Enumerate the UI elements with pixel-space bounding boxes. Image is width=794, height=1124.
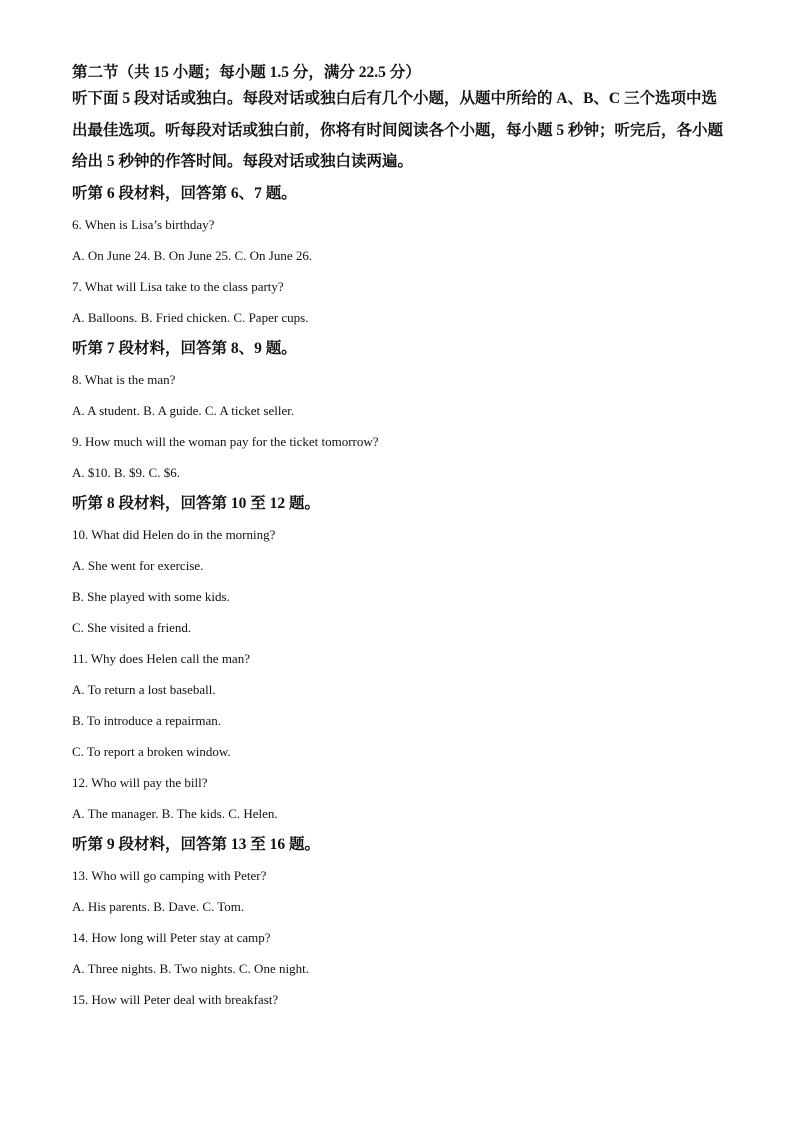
question-line: 13. Who will go camping with Peter?: [72, 867, 267, 883]
group-title: 听第 7 段材料，回答第 8、9 题。: [72, 339, 297, 357]
exam-page: [72, 62, 732, 1015]
option-line: B. To introduce a repairman.: [72, 712, 222, 728]
question-group: [72, 488, 732, 829]
question-line: 10. What did Helen do in the morning?: [72, 526, 276, 542]
options-line: A. $10. B. $9. C. $6.: [72, 464, 180, 480]
section-title: 第二节（共 15 小题；每小题 1.5 分，满分 22.5 分）: [72, 64, 421, 81]
option-line: C. She visited a friend.: [72, 619, 192, 635]
question-group: [72, 829, 732, 1015]
option-line: C. To report a broken window.: [72, 743, 231, 759]
options-line: A. The manager. B. The kids. C. Helen.: [72, 805, 278, 821]
question-line: 7. What will Lisa take to the class party?: [72, 278, 284, 294]
options-line: A. His parents. B. Dave. C. Tom.: [72, 898, 245, 914]
question-line: 6. When is Lisa’s birthday?: [72, 216, 215, 232]
question-group: [72, 178, 732, 333]
question-line: 8. What is the man?: [72, 371, 176, 387]
option-line: A. To return a lost baseball.: [72, 681, 216, 697]
option-line: B. She played with some kids.: [72, 588, 230, 604]
instructions-paragraph: 听下面 5 段对话或独白。每段对话或独白后有几个小题，从题中所给的 A、B、C 三个选项中选出最佳选项。听每段对话或独白前，你将有时间阅读各个小题，每小题 5 秒钟；听完后，各小题给出 5 秒钟的作答时间。每段对话或独白读两遍。: [72, 90, 724, 170]
group-title: 听第 9 段材料，回答第 13 至 16 题。: [72, 835, 321, 853]
options-line: A. A student. B. A guide. C. A ticket seller.: [72, 402, 295, 418]
option-line: A. She went for exercise.: [72, 557, 204, 573]
question-line: 12. Who will pay the bill?: [72, 774, 208, 790]
options-line: A. Balloons. B. Fried chicken. C. Paper cups.: [72, 309, 309, 325]
question-line: 9. How much will the woman pay for the ticket tomorrow?: [72, 433, 379, 449]
group-title: 听第 6 段材料，回答第 6、7 题。: [72, 184, 297, 202]
group-title: 听第 8 段材料，回答第 10 至 12 题。: [72, 494, 321, 512]
question-line: 11. Why does Helen call the man?: [72, 650, 250, 666]
question-line: 15. How will Peter deal with breakfast?: [72, 991, 279, 1007]
options-line: A. Three nights. B. Two nights. C. One night.: [72, 960, 309, 976]
options-line: A. On June 24. B. On June 25. C. On June 26.: [72, 247, 313, 263]
question-group: [72, 333, 732, 488]
question-line: 14. How long will Peter stay at camp?: [72, 929, 271, 945]
